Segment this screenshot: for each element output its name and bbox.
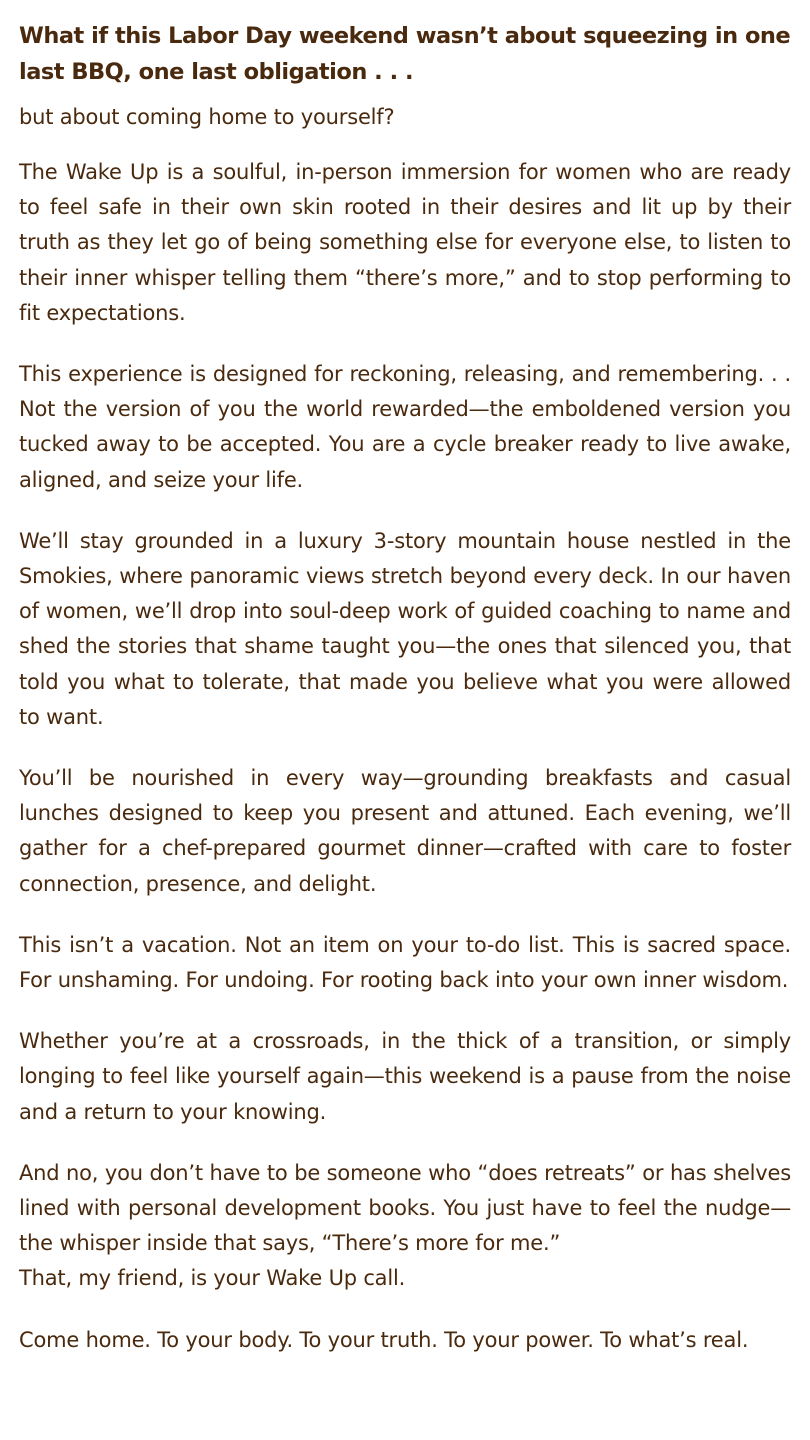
article-subheadline: but about coming home to yourself? — [19, 105, 395, 129]
article-headline: What if this Labor Day weekend wasn’t about squeezing in one last BBQ, one last obligation . . . — [19, 23, 791, 85]
paragraph-location: We’ll stay grounded in a luxury 3-story mountain house nestled in the Smokies, where panoramic views stretch beyond every deck. In our haven of women, we’ll drop into soul-deep work of guided coaching to name and shed the stories that shame taught you—the ones that silenced you, that told you what to tolerate, that made you believe what you were allowed to want. — [19, 528, 791, 729]
paragraph-crossroads: Whether you’re at a crossroads, in the thick of a transition, or simply longing to feel like yourself again—this weekend is a pause from the noise and a return to your knowing. — [19, 1029, 791, 1124]
paragraph-nudge — [19, 1156, 791, 1297]
paragraph-nourishment: You’ll be nourished in every way—grounding breakfasts and casual lunches designed to keep you present and attuned. Each evening, we’ll gather for a chef-prepared gourmet dinner—crafted with care to foster connection, presence, and delight. — [19, 766, 791, 896]
paragraph-experience: This experience is designed for reckoning, releasing, and remembering. . . Not the version of you the world rewarded—the emboldened version you tucked away to be accepted. You are a cycle breaker ready to live awake, aligned, and seize your life. — [19, 362, 791, 492]
paragraph-intro: The Wake Up is a soulful, in-person immersion for women who are ready to feel safe in their own skin rooted in their desires and lit up by their truth as they let go of being something else for everyone else, to listen to their inner whisper telling them “there’s more,” and to stop performing to fit expectations. — [19, 160, 791, 325]
nudge-text: And no, you don’t have to be someone who “does retreats” or has shelves lined with personal development books. You just have to feel the nudge—the whisper inside that says, “There’s more for me.” — [19, 1160, 791, 1256]
paragraph-sacred-space: This isn’t a vacation. Not an item on your to-do list. This is sacred space. For unshaming. For undoing. For rooting back into your own inner wisdom. — [19, 932, 791, 993]
paragraph-closing: Come home. To your body. To your truth. To your power. To what’s real. — [19, 1327, 749, 1352]
wake-up-call-text: That, my friend, is your Wake Up call. — [19, 1266, 406, 1291]
